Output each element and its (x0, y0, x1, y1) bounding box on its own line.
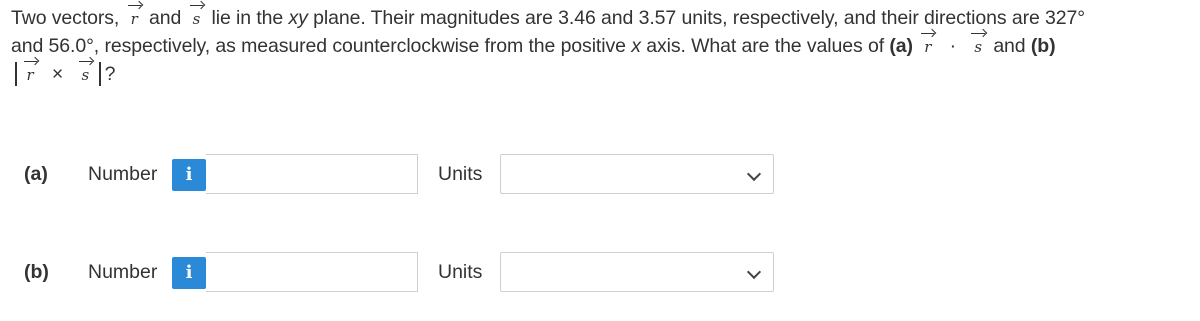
question-text-part: axis. What are the values of (646, 35, 885, 57)
question-text-part: and 56.0°, respectively, as measured counterclockwise from the positive (11, 35, 626, 57)
answer-label: (b) (24, 261, 49, 283)
vector-r: r (920, 33, 935, 61)
question-text (11, 4, 1196, 88)
question-and: and (148, 7, 182, 29)
vector-r: r (23, 61, 38, 89)
units-label: Units (438, 163, 483, 185)
number-label: Number (88, 261, 158, 283)
part-a-label: (a) (889, 35, 913, 57)
units-label: Units (438, 261, 483, 283)
info-icon[interactable]: i (172, 257, 206, 289)
answer-row-a (0, 154, 1200, 196)
chevron-down-icon (747, 265, 761, 279)
units-select-b[interactable] (500, 252, 774, 292)
question-text-part: plane. Their magnitudes are 3.46 and 3.57 units, respectively, and their directions are 327° (313, 7, 1085, 29)
number-input-b[interactable] (206, 252, 418, 292)
units-select-a[interactable] (500, 154, 774, 194)
answer-label: (a) (24, 163, 48, 185)
cross-operator: × (51, 63, 64, 85)
vector-s: s (189, 5, 205, 33)
vector-r: r (127, 5, 142, 33)
question-mark: ? (104, 63, 116, 85)
magnitude-bar-left (15, 62, 17, 86)
number-label: Number (88, 163, 158, 185)
answer-row-b (0, 252, 1200, 294)
question-line-3 (11, 60, 1196, 88)
vector-s: s (970, 33, 986, 61)
chevron-down-icon (747, 167, 761, 181)
part-b-label: (b) (1030, 35, 1056, 57)
x-term: x (631, 35, 641, 57)
question-and: and (993, 35, 1026, 57)
number-input-a[interactable] (206, 154, 418, 194)
question-line-2 (11, 32, 1196, 60)
xy-term: xy (288, 7, 308, 29)
vector-s: s (78, 61, 94, 89)
info-icon[interactable]: i (172, 159, 206, 191)
question-line-1 (11, 4, 1196, 32)
dot-operator: · (949, 35, 957, 57)
question-text-part: lie in the (211, 7, 284, 29)
magnitude-bar-right (99, 62, 101, 86)
question-intro: Two vectors, (11, 7, 120, 29)
